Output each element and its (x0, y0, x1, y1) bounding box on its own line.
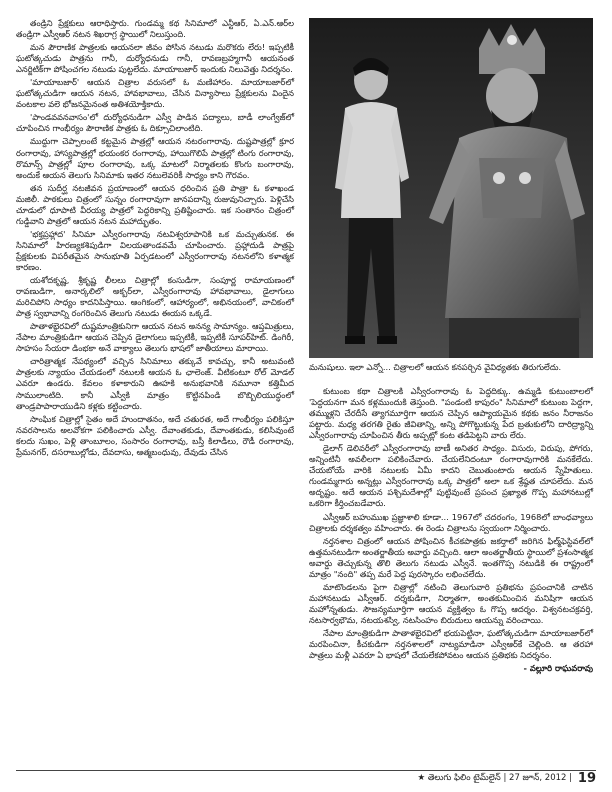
article-paragraph: 'భక్తప్రహ్లాద' సినిమా ఎస్వీరంగారావు నటవిశ్వరూపానికి ఒక మచ్చుతునక. ఈ సినిమాలో హిరణ్యకశిపుడిగా విలయతాండవమే చూపించారు. ప్రహ్లాదుడి పాత్రపై ప్రేక్షకులకు విపరీతమైన సానుభూతి ఏర్పడటంలో ఎస్వీరంగారావు నటనలోని కళాత్మక కారణం. (16, 228, 294, 272)
author-byline: - వల్లూరి రాఘవరావు (523, 663, 593, 674)
article-paragraph: చారిత్రాత్మక నేపథ్యంలో వచ్చిన సినిమాలు తక్కువే కావచ్చు, కానీ అటువంటి పాత్రలకు న్యాయం చేయడంలో నటులకి ఆయన ఓ ఛాలెంజ్. వీటికంటూ రోల్ మోడల్ ఎవరూ ఉండరు. కేవలం కళాకారుని ఊహకి అనుభవానికి నమూనా కత్తిమీద సాములాంటిది. కానీ ఎస్వీకి మాత్రం కొట్టినపిండి బొబ్బిలియుద్ధంలో తాండ్రపాపారాయుడిని కళ్లకు కట్టించారు. (16, 356, 294, 411)
article-paragraph: 'మాయాబజార్' ఆయన చిత్రాల వరుసలో ఓ మణిహారం. మాయాబజార్‌లో ఘటోత్కచుడిగా ఆయన నటన, హావభావాలు, చేసిన విన్యాసాలు ప్రేక్షకులను విందైన వంటకాల వలె భోజనమైనంత అతిశయోక్తికాదు. (16, 77, 294, 110)
article-right-column (309, 386, 593, 674)
footer-divider (16, 770, 596, 771)
film-still-illustration (309, 18, 593, 358)
article-paragraph: తన సుదీర్ఘ నటజీవన ప్రయాణంలో ఆయన ధరించిన ప్రతి పాత్రా ఓ కళాఖండ మజిలీ. పాఠకులు చిత్రంలో సున్నం రంగారావుగా జానపదాన్ని రుజువునిచ్చారు. పెళ్లిచేసి చూడులో ధూపాటి వీరయ్య పాత్రలో పెద్దరికాన్ని ప్రతిష్టించారు. ఇక సంతానం చిత్రంలో గుడ్డివాని పాత్రలో ఆయన నటన మహాద్భుతం. (16, 182, 294, 226)
publication-line: ★ తెలుగు ఫిలిం టైమ్‌లైన్ | 27 జూన్, 2012 | (417, 773, 572, 783)
page-footer (0, 770, 612, 788)
article-paragraph: కుటుంబ కథా చిత్రాలకి ఎస్వీరంగారావు ఓ పెద్దదిక్కు. ఉమ్మడి కుటుంబాలలో 'పెద్దయనగా మన కళ్లముందుకి తెస్తుంది. "పండంటి కాపురం" సినిమాలో కుటుంబ పెద్దగా, తమ్ముళ్లని చేరదీసే త్యాగమూర్తిగా ఆయన చెప్పిన ఆప్యాయమైన కథకు జనం నీరాజనం పట్టారు. మధ్య తరగతి రైతు జీవితాన్ని, అన్ని పోగొట్టుకున్న పేద బ్రతుకులోని దారిద్ర్యాన్ని ఎస్వీరంగారావు చూపించిన తీరు అప్పట్లో కంట తడిపెట్టని వారు లేరు. (309, 386, 593, 441)
photo-caption: మనుషులు. ఇలా ఎన్నో... చిత్రాలలో ఆయన కనపర్చిన వైవిధ్యతకు తిరుగులేదు. (309, 362, 562, 372)
article-paragraph: నర్తనశాల చిత్రంలో ఆయన పోషించిన కీచకపాత్రకు జకర్తాలో జరిగిన ఫిల్మ్‌ఫెస్టివల్‌లో ఉత్తమనటుడిగా అంతర్జాతీయ అవార్డు వచ్చింది. ఆలా అంతర్జాతీయ స్థాయిలో ప్రశంసాత్మక అవార్డు తెచ్చుకున్న తొలి తెలుగు నటుడు ఎస్వీనే. ఇంతగొప్ప నటుడికి ఈ రాష్ట్రంలో మాత్రం "నంది" తప్ప మరే పెద్ద పురస్కారం లభించలేదు. (309, 535, 593, 579)
article-paragraph: ముద్దుగా చెప్పాలంటే కట్టమైన పాత్రల్లో ఆయన నటరంగారావు. దుష్టపాత్రల్లో క్రూర రంగారావు, హాస్యపాత్రల్లో భయంకర రంగారావు, హాయిగొలిపే పాత్రల్లో టింగు రంగారావు, రొమాన్స్ పాత్రల్లో పూల రంగారావు, ఒక్క మాటలో నిర్మాతలకు కొంగు బంగారావు, అందుకే ఆయన తెలుగు సినిమాకు ఇతర నటులెవరికీ సాధ్యం కాని గౌరవం. (16, 136, 294, 180)
article-paragraph: నేపాల మాంత్రికుడిగా పాతాళభైరవిలో భయపెట్టినా, ఘటోత్కచుడిగా మాయాబజార్‌లో మరపించినా, కీచకుడిగా నర్తనశాలలో నాట్యమాడినా ఎస్వీఆర్‌కే చెల్లింది. ఆ తరహా పాత్రలు మళ్లీ ఎవరూ ఏ భాషలో చేయలేకపోవటం ఆయన ప్రతిభకు నిదర్శనం. (309, 627, 593, 661)
article-paragraph: డైలాగ్ డెలివరీలో ఎస్వీరంగారావు బాణీ అనితర సాధ్యం. విసురు, విరుపు, పోగరు, అన్నింటినీ అవలీలగా పలికించేవారు. చేయలేనిదంటూ రంగారావుగారికి మనకేలేదు. చేయబోయే వారికి నటులకు ఏమీ కాదని చెబుతుంటారు ఆయన స్నేహితులు. గుండమ్మగారు అన్నట్లు ఎస్వీరంగారావు ఒక్క పాత్రలో అలా ఒక శ్రేష్ఠత చూపలేదు. మన అదృష్టం. అదే ఆయన పశ్చిమదేశాల్లో పుట్టివుంటే ప్రపంచ ప్రఖ్యాత గొప్ప మహానటుల్లో ఒకరిగా కీర్తించబడేవారు. (309, 443, 593, 509)
article-paragraph: యశోదకృష్ణ, శ్రీకృష్ణ లీలలు చిత్రాల్లో కంసుడిగా, సంపూర్ణ రామాయణంలో రావణుడిగా, అనార్కలిలో అక్బర్‌లా, ఎస్వీరంగారావు హావభావాలు, డైలాగులు మరిచిపోని సాధ్యం కాదనిపిస్తాయి. ఆంగికంలో, ఆహార్యంలో, అభినయంలో, వాచికంలో పాత్ర స్వభావాన్ని రంగరించిన తెలుగు నటుడు ఈయన ఒక్కడే. (16, 275, 294, 319)
article-paragraph: మన పౌరాణిక పాత్రలకు ఆయనలా జీవం పోసిన నటుడు మరొకరు లేరు! ఇప్పటికీ ఘటోత్కచుడు పాత్రను గానీ, దుర్యోధనుడు గానీ, రావణబ్రహ్మగానీ ఆయనంత ఎనర్జిటిక్‌గా పోషించగల నటుడు పుట్టలేదు. మాయాబజార్ ఇందుకు నిలువెత్తు నిదర్శనం. (16, 42, 294, 75)
film-still-photo (309, 18, 593, 358)
article-paragraph: తండ్రిని ప్రేక్షకులు ఆరాధిస్తారు. గుండమ్మ కథ సినిమాలో ఎన్టీఆర్, ఏ.ఎన్.ఆర్‌ల తండ్రిగా ఎస్వీఆర్ నటన శిఖరాగ్ర స్థాయిలో నిలుస్తుంది. (16, 18, 294, 40)
article-paragraph: పాతాళభైరవిలో దుష్టమాంత్రికునిగా ఆయన నటన అనన్య సామాన్యం. ఆప్తమిత్రులు, నేపాల మాంత్రికుడిగా ఆయన చెప్పిన డైలాగులు ఇప్పటికీ, ఇప్పటికీ సూపర్‌హిట్. డింగిరీ, సాహసం సేయరా డింభకా అనే వాక్యాలు తెలుగు భాషలో జాతీయాలు మారాయి. (16, 321, 294, 354)
page-number: 19 (577, 771, 596, 786)
article-paragraph: సాంఘిక చిత్రాల్లో సైతం అదే హుందాతనం, అదే చతురత, అదే గాంభీర్యం పలికిస్తూ నవరసాలను అలవోకగా పలికించారు ఎస్వీ. దేవాంతకుడు, దేవాంతకుడు, కలిసివుంటే కలదు సుఖం, పెళ్లి తాంబూలం, సంసారం రంగారావు, బస్తీ కిలాడీలు, రౌడీ రంగారావు, ప్రేమనగర్, దసరాబుల్లోడు, దేవదాసు, ఆత్మబంధువు, దేవుడు చేసిన (16, 413, 294, 457)
article-paragraph: మాటొండలను పైగా చిత్రాల్లో నటించి తెలుగువారి ప్రతిభను ప్రపంచానికి చాటిన మహానటుడు ఎస్వీఆర్. దర్శకుడిగా, నిర్మాతగా, అంతకుమించిన మనిషిగా ఆయన మహోన్నతుడు. సౌజన్యమూర్తిగా ఆయన వ్యక్తిత్వం ఓ గొప్ప ఆదర్శం. విశ్వనటచక్రవర్తి, నటసార్వభౌమ, నటయశస్వి, నటసింహం బిరుదులు ఆయన్ను వరించాయి. (309, 581, 593, 625)
article-paragraph: ఎస్వీఆర్ బహుముఖ ప్రజ్ఞాశాలి కూడా... 1967లో చదరంగం, 1968లో బాంధవ్యాలు చిత్రాలకు దర్శకత్వం వహించారు. ఈ రెండు చిత్రాలను స్వయంగా నిర్మించారు. (309, 511, 593, 533)
article-left-column (16, 18, 294, 458)
article-paragraph: 'పాండవవనవాసం'లో దుర్యోధనుడిగా ఎస్వీ పాడిన పద్యాలు, బాడీ లాంగ్వేజ్‌లో చూపించిన గాంభీర్యం పౌరాణిక పాత్రకు ఓ దిక్సూచిలాంటిది. (16, 112, 294, 134)
